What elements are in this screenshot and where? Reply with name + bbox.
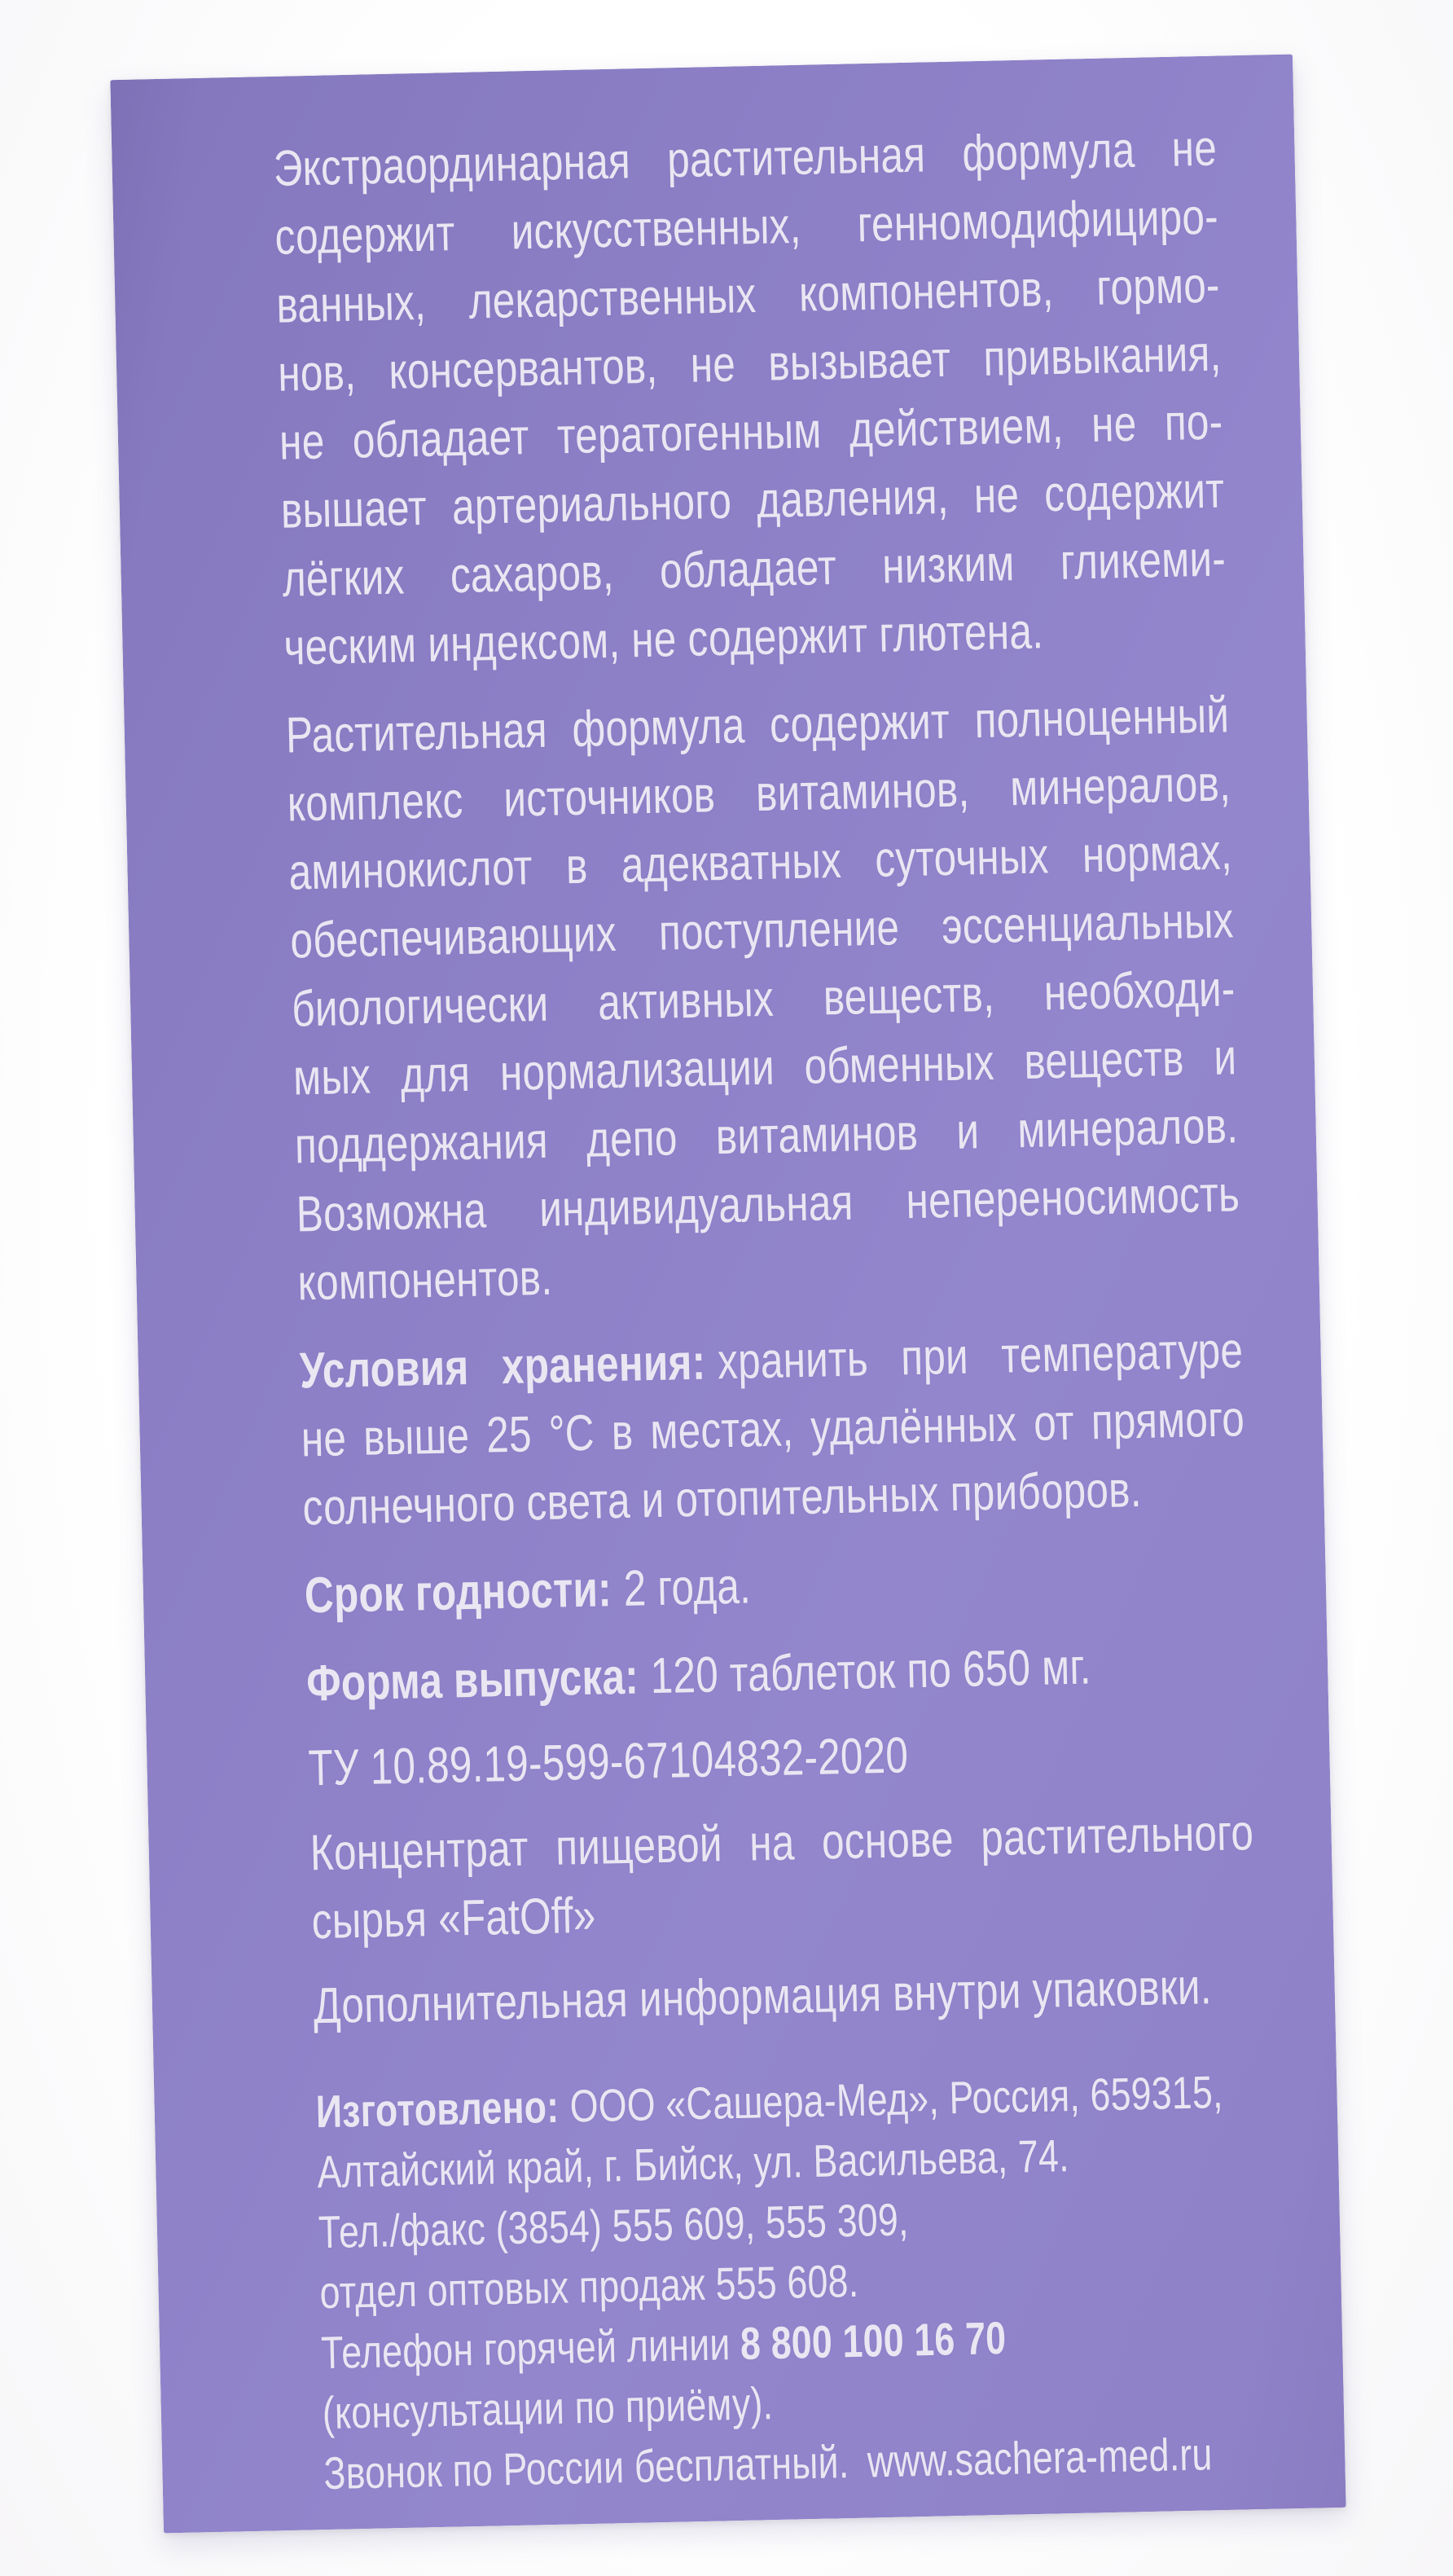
concentrate-name-section bbox=[309, 1799, 1256, 1956]
shelf-life-label: Срок годности: bbox=[304, 1561, 612, 1624]
manufacturer-section bbox=[315, 2061, 1267, 2503]
manufacturer-label: Изготовлено: bbox=[315, 2080, 560, 2138]
description-line: обеспечивающих поступление эссенциальных bbox=[289, 892, 1235, 969]
description-line: аминокислот в адекватных суточных нормах, bbox=[288, 824, 1233, 901]
storage-label: Условия хранения: bbox=[299, 1334, 706, 1400]
description-line: поддержания депо витаминов и минералов. bbox=[294, 1097, 1239, 1175]
description-line: комплекс источников витаминов, минералов, bbox=[287, 755, 1231, 833]
description-line: вышает артериального давления, не содержит bbox=[280, 462, 1225, 539]
description-paragraph-2 bbox=[285, 681, 1242, 1317]
hotline-note: (консультации по приёму). bbox=[322, 2377, 774, 2439]
description-line: биологически активных веществ, необходи- bbox=[291, 961, 1236, 1038]
release-form-value: 120 таблеток по 650 мг. bbox=[649, 1638, 1092, 1705]
description-line: Растительная формула содержит полноценный bbox=[285, 687, 1230, 764]
storage-line: солнечного света и отопительных приборов. bbox=[301, 1461, 1143, 1536]
manufacturer-company: ООО «Сашера-Мед», Россия, 659315, bbox=[568, 2065, 1224, 2132]
description-line: ческим индексом, не содержит глютена. bbox=[283, 603, 1044, 676]
label-text-column bbox=[273, 115, 1268, 2504]
website-url: www.sachera-med.ru bbox=[867, 2428, 1214, 2487]
manufacturer-address: Алтайский край, г. Бийск, ул. Васильева, 74. bbox=[316, 2130, 1070, 2198]
free-call-note: Звонок по России бесплатный. bbox=[323, 2436, 849, 2499]
description-line: Экстраординарная растительная формула не bbox=[272, 120, 1218, 197]
hotline-prefix: Телефон горячей линии bbox=[320, 2318, 731, 2379]
tu-number: ТУ 10.89.19-599-67104832-2020 bbox=[307, 1727, 909, 1797]
concentrate-line: сырья «FatOff» bbox=[310, 1887, 597, 1950]
shelf-life-value: 2 года. bbox=[622, 1558, 752, 1617]
storage-text: хранить при температуре bbox=[717, 1322, 1244, 1391]
hotline-number: 8 800 100 16 70 bbox=[740, 2311, 1007, 2369]
storage-line: не выше 25 °С в местах, удалённых от прямого bbox=[301, 1391, 1245, 1468]
description-line: содержит искусственных, генномодифициро- bbox=[274, 188, 1219, 266]
release-form-section bbox=[305, 1629, 1250, 1718]
package-side-panel bbox=[110, 55, 1345, 2534]
description-line: компонентов. bbox=[296, 1249, 553, 1312]
description-line: не обладает тератогенным действием, не по- bbox=[279, 393, 1223, 471]
storage-conditions-section bbox=[299, 1317, 1247, 1542]
description-line: нов, консервантов, не вызывает привыкания, bbox=[277, 325, 1223, 402]
description-line: Возможна индивидуальная непереносимость bbox=[296, 1166, 1240, 1243]
description-line: лёгких сахаров, обладает низким гликеми- bbox=[281, 530, 1227, 608]
release-form-label: Форма выпуска: bbox=[305, 1648, 639, 1712]
manufacturer-phone-fax: Тел./факс (3854) 555 609, 555 309, bbox=[318, 2193, 910, 2258]
description-line: ванных, лекарственных компонентов, гормо- bbox=[275, 257, 1221, 334]
additional-info-note: Дополнительная информация внутри упаковки. bbox=[313, 1958, 1213, 2035]
description-line: мых для нормализации обменных веществ и bbox=[292, 1029, 1237, 1106]
concentrate-line: Концентрат пищевой на основе растительного bbox=[309, 1805, 1254, 1882]
wholesale-phone: отдел оптовых продаж 555 608. bbox=[318, 2254, 859, 2319]
shelf-life-section bbox=[304, 1541, 1249, 1630]
description-paragraph-1 bbox=[273, 115, 1228, 683]
